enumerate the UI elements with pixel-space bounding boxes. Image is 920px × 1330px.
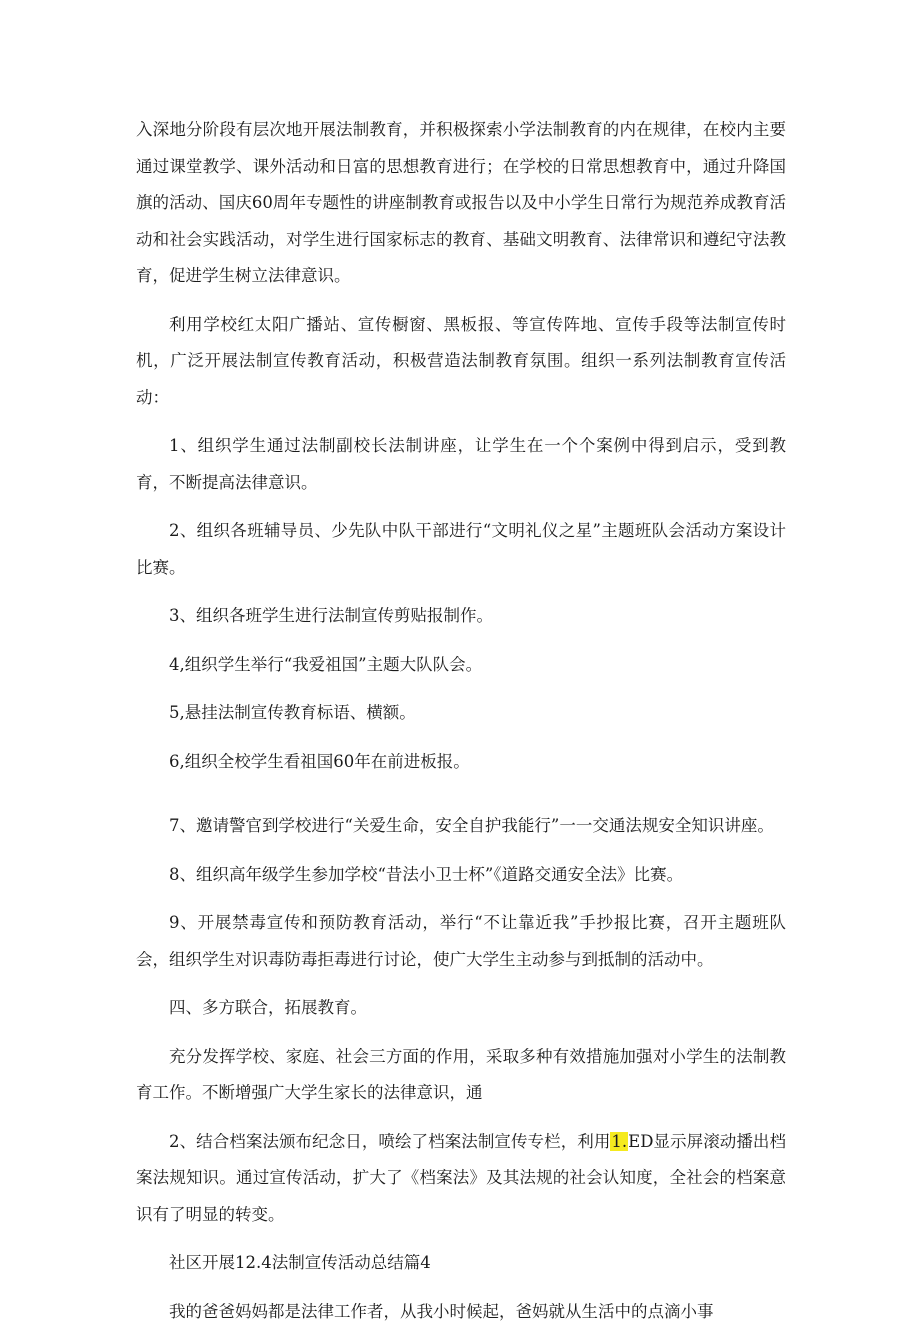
paragraph-3: 充分发挥学校、家庭、社会三方面的作用，采取多种有效措施加强对小学生的法制教育工作。不断增强广大学生家长的法律意识，通 <box>136 1039 786 1112</box>
paragraph-4-start: 2、结合档案法颁布纪念日，喷绘了档案法制宣传专栏，利用 <box>169 1132 610 1151</box>
list-item-6: 6,组织全校学生看祖国60年在前进板报。 <box>136 744 786 781</box>
list-item-8: 8、组织高年级学生参加学校“昔法小卫士杯”《道路交通安全法》比赛。 <box>136 857 786 894</box>
list-item-5: 5,悬挂法制宣传教育标语、横额。 <box>136 695 786 732</box>
section-heading: 四、多方联合，拓展教育。 <box>136 990 786 1027</box>
highlighted-text: 1. <box>610 1132 628 1151</box>
document-body <box>136 112 786 1330</box>
list-item-3: 3、组织各班学生进行法制宣传剪贴报制作。 <box>136 598 786 635</box>
paragraph-4 <box>136 1124 786 1234</box>
list-item-9: 9、开展禁毒宣传和预防教育活动，举行“不让靠近我”手抄报比赛，召开主题班队会，组织学生对识毒防毒拒毒进行讨论，使广大学生主动参与到抵制的活动中。 <box>136 905 786 978</box>
paragraph-2: 利用学校红太阳广播站、宣传橱窗、黑板报、等宣传阵地、宣传手段等法制宣传时机，广泛开展法制宣传教育活动，积极营造法制教育氛围。组织一系列法制教育宣传活动： <box>136 307 786 417</box>
list-item-4: 4,组织学生举行“我爱祖国”主题大队队会。 <box>136 647 786 684</box>
section-title: 社区开展12.4法制宣传活动总结篇4 <box>136 1245 786 1282</box>
list-item-1: 1、组织学生通过法制副校长法制讲座，让学生在一个个案例中得到启示，受到教育，不断提高法律意识。 <box>136 428 786 501</box>
paragraph-4-end: ED显示屏滚动播出档案法规知识。通过宣传活动，扩大了《档案法》及其法规的社会认知度，全社会的档案意识有了明显的转变。 <box>136 1132 786 1224</box>
list-item-2: 2、组织各班辅导员、少先队中队干部进行“文明礼仪之星”主题班队会活动方案设计比赛。 <box>136 513 786 586</box>
paragraph-1: 入深地分阶段有层次地开展法制教育，并积极探索小学法制教育的内在规律，在校内主要通过课堂教学、课外活动和日富的思想教育进行；在学校的日常思想教育中，通过升降国旗的活动、国庆60周年专题性的讲座制教育或报告以及中小学生日常行为规范养成教育活动和社会实践活动，对学生进行国家标志的教育、基础文明教育、法律常识和遵纪守法教育，促进学生树立法律意识。 <box>136 112 786 295</box>
paragraph-5: 我的爸爸妈妈都是法律工作者，从我小时候起，爸妈就从生活中的点滴小事 <box>136 1294 786 1330</box>
list-item-7: 7、邀请警官到学校进行“关爱生命，安全自护我能行”一一交通法规安全知识讲座。 <box>136 808 786 845</box>
